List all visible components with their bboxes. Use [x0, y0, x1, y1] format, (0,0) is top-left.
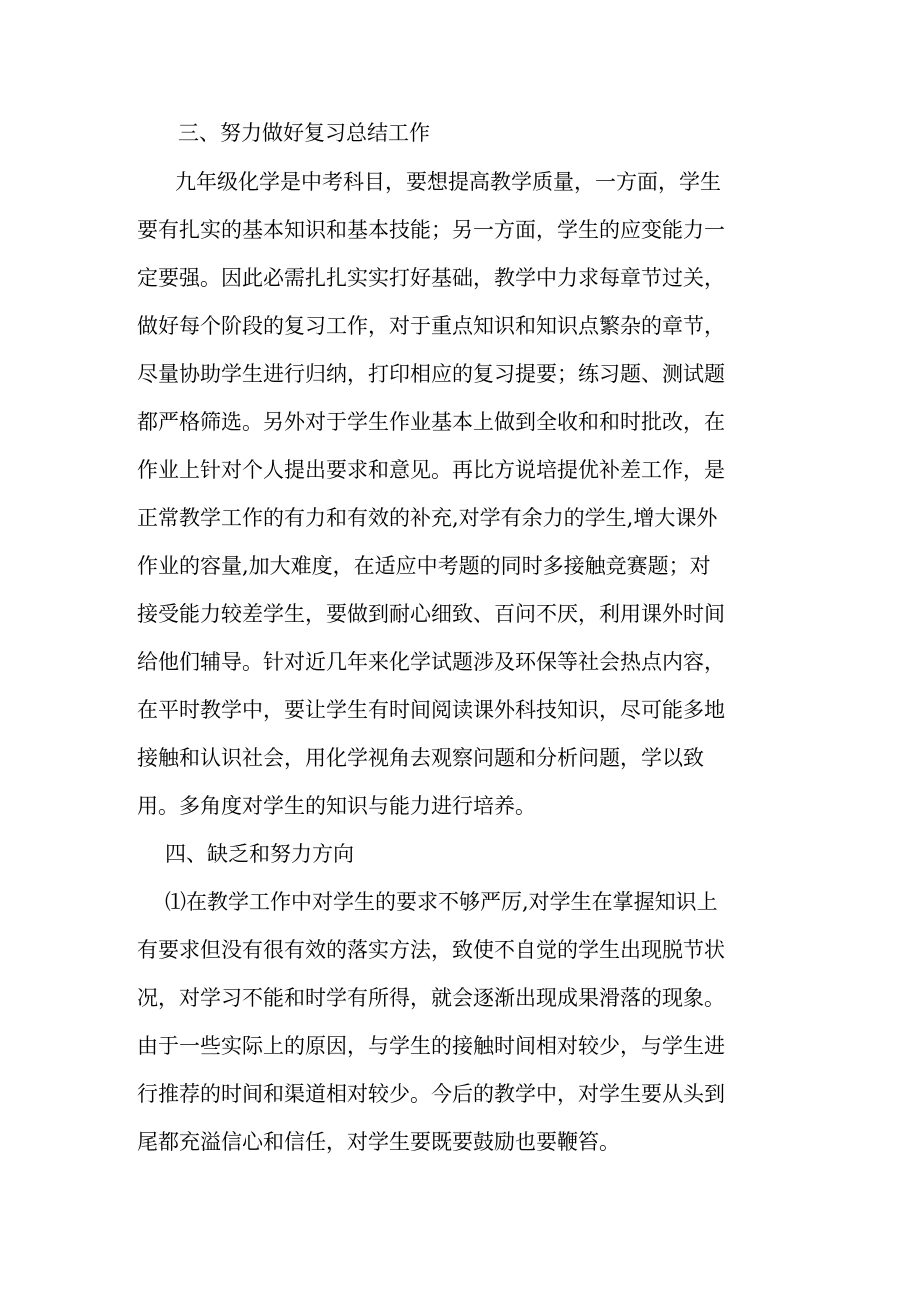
paragraph-line: 况，对学习不能和时学有所得，就会逐渐出现成果滑落的现象。 [137, 986, 725, 1010]
paragraph-line: 尽量协助学生进行归纳，打印相应的复习提要；练习题、测试题 [137, 362, 725, 386]
paragraph-line: 接触和认识社会，用化学视角去观察问题和分析问题，学以致 [137, 746, 704, 770]
paragraph-line: 用。多角度对学生的知识与能力进行培养。 [137, 794, 536, 818]
paragraph-line: 尾都充溢信心和信任，对学生要既要鼓励也要鞭笞。 [137, 1130, 620, 1154]
paragraph-line: 行推荐的时间和渠道相对较少。今后的教学中，对学生要从头到 [137, 1082, 725, 1106]
paragraph-line: 都严格筛选。另外对于学生作业基本上做到全收和和时批改，在 [137, 410, 725, 434]
paragraph-line: 在平时教学中，要让学生有时间阅读课外科技知识，尽可能多地 [137, 698, 725, 722]
paragraph-line: 有要求但没有很有效的落实方法，致使不自觉的学生出现脱节状 [137, 938, 725, 962]
paragraph-line: 九年级化学是中考科目，要想提高教学质量，一方面，学生 [175, 170, 721, 194]
paragraph-line: 作业上针对个人提出要求和意见。再比方说培提优补差工作，是 [137, 458, 725, 482]
paragraph-line: 正常教学工作的有力和有效的补充,对学有余力的学生,增大课外 [137, 506, 718, 530]
paragraph-line: 给他们辅导。针对近几年来化学试题涉及环保等社会热点内容， [137, 650, 725, 674]
paragraph-line: ⑴在教学工作中对学生的要求不够严厉,对学生在掌握知识上 [165, 890, 718, 914]
paragraph-line: 接受能力较差学生，要做到耐心细致、百问不厌，利用课外时间 [137, 602, 725, 626]
section-heading: 四、缺乏和努力方向 [165, 842, 354, 866]
paragraph-line: 做好每个阶段的复习工作，对于重点知识和知识点繁杂的章节， [137, 314, 725, 338]
paragraph-line: 定要强。因此必需扎扎实实打好基础，教学中力求每章节过关， [137, 266, 725, 290]
paragraph-line: 由于一些实际上的原因，与学生的接触时间相对较少，与学生进 [137, 1034, 725, 1058]
paragraph-line: 要有扎实的基本知识和基本技能；另一方面，学生的应变能力一 [137, 218, 725, 242]
paragraph-line: 作业的容量,加大难度，在适应中考题的同时多接触竞赛题；对 [137, 554, 711, 578]
section-heading: 三、努力做好复习总结工作 [178, 121, 430, 145]
